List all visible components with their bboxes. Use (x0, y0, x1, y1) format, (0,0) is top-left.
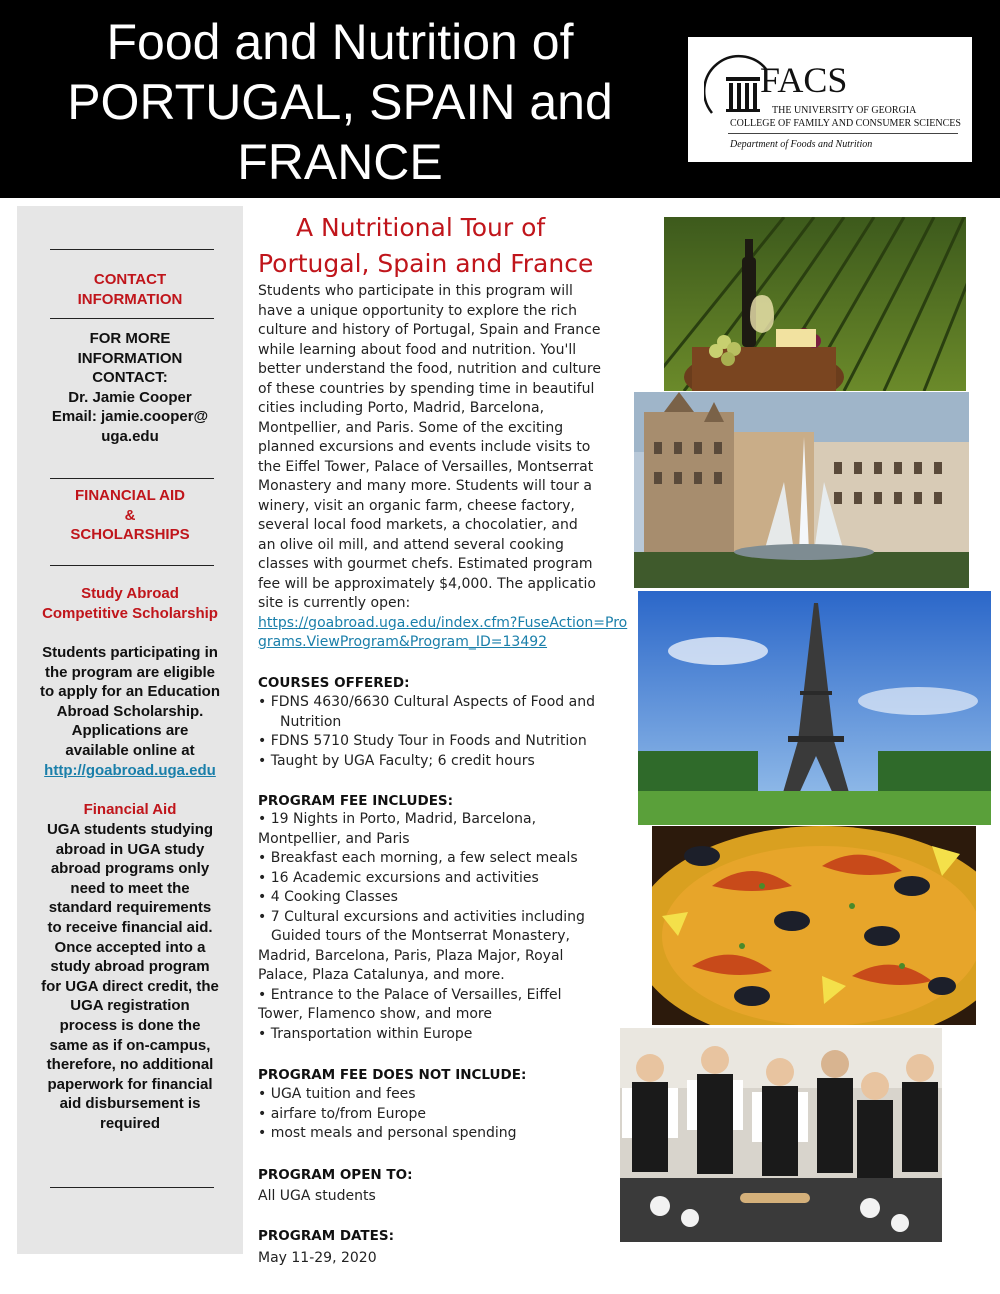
vineyard-wine-photo (664, 217, 966, 391)
scholarship-heading: Study Abroad Competitive Scholarship (42, 585, 218, 622)
eiffel-tower-photo (638, 591, 991, 825)
sidebar-divider (50, 565, 214, 566)
excludes-list: • UGA tuition and fees • airfare to/from Europe • most meals and personal spending (258, 1086, 517, 1141)
title-line: Food and Nutrition of (106, 14, 574, 70)
includes-heading: PROGRAM FEE INCLUDES: (258, 793, 454, 809)
goabroad-link[interactable]: http://goabroad.uga.edu (44, 761, 216, 779)
title-line: FRANCE (237, 134, 443, 190)
open-to-heading: PROGRAM OPEN TO: (258, 1167, 413, 1183)
excludes-heading: PROGRAM FEE DOES NOT INCLUDE: (258, 1067, 527, 1083)
logo-department: Department of Foods and Nutrition (730, 139, 873, 150)
main-title: A Nutritional Tour of Portugal, Spain and France (258, 213, 594, 278)
courses-heading: COURSES OFFERED: (258, 675, 410, 691)
cooking-class-photo (620, 1028, 942, 1242)
contact-info: FOR MORE INFORMATION CONTACT: Dr. Jamie Cooper Email: jamie.cooper@ uga.edu (51, 330, 209, 445)
facs-logo (688, 37, 972, 162)
sidebar-divider (50, 1187, 214, 1188)
intro-paragraph: Students who participate in this program will have a unique opportunity to explore the rich culture and history of Portugal, Spain and France while learning about food and nutrition. You'll better understand the food, nutrition and culture of these countries by spending time in beautiful cities including Porto, Madrid, Barcelona, Montpellier, and Paris. Some of the exciting planned excursions and events include visits to the Eiffel Tower, Palace of Versailles, Montserrat Monastery and many more. Students will tour a winery, visit an organic farm, cheese factory, several local food markets, a chocolatier, and an olive oil mill, and attend several cooking classes with gourmet chefs. Estimated program fee will be approximately $4,000. The applicatio site is currently open: https://goabroad.uga.edu/index.cfm?FuseAction=Pro grams.ViewProgram&Program_ID=13492 (258, 282, 646, 653)
dates-heading: PROGRAM DATES: (258, 1228, 394, 1244)
financial-aid-subheading: Financial Aid (83, 801, 177, 818)
page-title (40, 12, 640, 192)
courses-list: • FDNS 4630/6630 Cultural Aspects of Food and Nutrition • FDNS 5710 Study Tour in Foods and Nutrition • Taught by UGA Faculty; 6 credit hours (258, 694, 595, 769)
application-link[interactable]: https://goabroad.uga.edu/index.cfm?FuseAction=Pro (258, 614, 628, 631)
financial-aid-text: UGA students studying abroad in UGA study abroad programs only need to meet the standard requirements to receive financial aid. Once accepted into a study abroad program for UGA direct credit, the UGA registration process is done the same as if on-campus, therefore, no additional paperwork for financial aid disbursement is required (41, 821, 219, 1132)
financial-aid-heading: FINANCIAL AID & SCHOLARSHIPS (70, 487, 190, 544)
logo-name: FACS (760, 60, 848, 100)
barcelona-fountain-photo (634, 392, 969, 588)
logo-college: COLLEGE OF FAMILY AND CONSUMER SCIENCES (730, 118, 961, 129)
dates-value: May 11-29, 2020 (258, 1250, 377, 1266)
sidebar-divider (50, 318, 214, 319)
paella-photo (652, 826, 976, 1025)
title-line: PORTUGAL, SPAIN and (67, 74, 613, 130)
contact-heading: CONTACT INFORMATION (77, 271, 183, 308)
sidebar-divider (50, 249, 214, 250)
header-banner (0, 0, 1000, 198)
application-link[interactable]: grams.ViewProgram&Program_ID=13492 (258, 634, 548, 650)
sidebar-divider (50, 478, 214, 479)
includes-list: • 19 Nights in Porto, Madrid, Barcelona, Montpellier, and Paris • Breakfast each morning, a few select meals • 16 Academic excursions and activities • 4 Cooking Classes • 7 Cultural excursions and activities including Guided tours of the Montserrat Monastery, Madrid, Barcelona, Paris, Plaza Major, Royal Palace, Plaza Catalunya, and more. • Entrance to the Palace of Versailles, Eiffel Tower, Flamenco show, and more • Transportation within Europe (258, 811, 585, 1042)
logo-university: THE UNIVERSITY OF GEORGIA (772, 105, 917, 116)
scholarship-text: Students participating in the program are eligible to apply for an Education Abroad Scholarship. Applications are available online at http://goabroad.uga.edu (39, 644, 220, 779)
open-to-value: All UGA students (258, 1188, 376, 1204)
logo-divider (728, 133, 958, 134)
